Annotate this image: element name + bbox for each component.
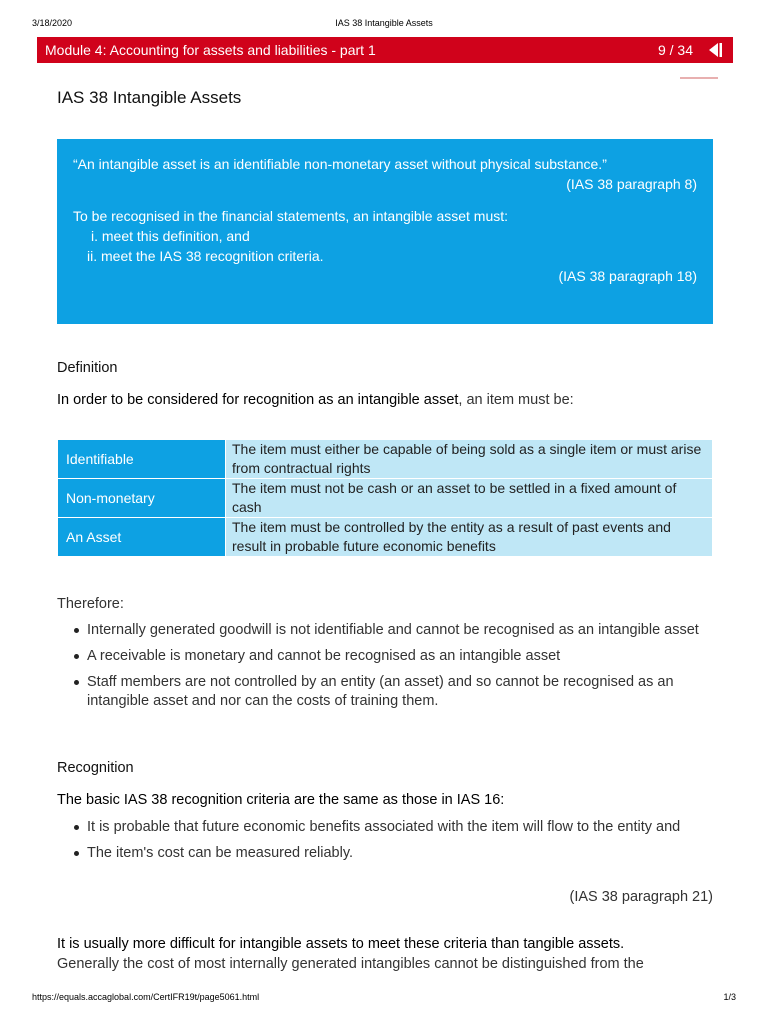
- list-item: [57, 844, 713, 863]
- criteria-desc: The item must be controlled by the entity as a result of past events and result in probable future economic benefits: [226, 518, 713, 557]
- closing-text: Generally the cost of most internally generated intangibles cannot be distinguished from the: [57, 956, 644, 972]
- bullet-icon: [74, 628, 79, 633]
- list-item-text: Internally generated goodwill is not identifiable and cannot be recognised as an intangible asset: [87, 622, 699, 638]
- callout-item-1: i. meet this definition, and: [91, 228, 250, 244]
- definition-lead-rest: , an item must be:: [458, 392, 574, 408]
- page-url: https://equals.accaglobal.com/CertIFR19t/page5061.html: [32, 992, 260, 1002]
- table-row: [58, 440, 713, 479]
- criteria-desc: The item must either be capable of being sold as a single item or must arise from contractual rights: [226, 440, 713, 479]
- list-item-text: Staff members are not controlled by an entity (an asset) and so cannot be recognised as an intangible asset and nor can the costs of training them.: [87, 674, 674, 709]
- triangle-left-icon: [707, 42, 723, 58]
- print-footer: [32, 992, 736, 1004]
- page-title: IAS 38 Intangible Assets: [57, 88, 242, 107]
- module-title: Module 4: Accounting for assets and liabilities - part 1: [45, 42, 376, 58]
- print-title: IAS 38 Intangible Assets: [335, 18, 433, 28]
- list-item-text: The item's cost can be measured reliably.: [87, 845, 354, 861]
- print-page-number: 1/3: [723, 992, 736, 1002]
- callout-quote: “An intangible asset is an identifiable non-monetary asset without physical substance.”: [73, 156, 607, 172]
- criteria-table: [57, 439, 713, 557]
- therefore-label: Therefore:: [57, 596, 124, 612]
- closing-bold: It is usually more difficult for intangible assets to meet these criteria than tangible assets.: [57, 936, 625, 952]
- list-item-text: It is probable that future economic benefits associated with the item will flow to the entity and: [87, 819, 681, 835]
- callout-intro: To be recognised in the financial statements, an intangible asset must:: [73, 208, 509, 224]
- module-bar: [37, 37, 733, 63]
- recognition-lead: The basic IAS 38 recognition criteria are the same as those in IAS 16:: [57, 792, 505, 808]
- criteria-term: An Asset: [58, 518, 226, 557]
- list-item: [57, 818, 713, 837]
- definition-lead-bold: In order to be considered for recognition as an intangible asset: [57, 392, 459, 408]
- bullet-icon: [74, 680, 79, 685]
- list-item: [57, 673, 713, 711]
- bullet-icon: [74, 654, 79, 659]
- definition-lead: [57, 392, 574, 408]
- list-item-text: A receivable is monetary and cannot be recognised as an intangible asset: [87, 648, 561, 664]
- definition-heading: Definition: [57, 360, 118, 376]
- list-item: [57, 647, 713, 666]
- recognition-ref: (IAS 38 paragraph 21): [569, 889, 713, 905]
- module-bar-underline: [680, 77, 718, 79]
- criteria-term: Non-monetary: [58, 479, 226, 518]
- callout-items-ref: (IAS 38 paragraph 18): [558, 268, 697, 284]
- therefore-list: [57, 621, 713, 718]
- print-date: 3/18/2020: [32, 18, 73, 28]
- callout-quote-ref: (IAS 38 paragraph 8): [566, 176, 697, 192]
- previous-page-button[interactable]: [707, 42, 723, 58]
- print-header: [32, 18, 736, 30]
- callout-item-2: ii. meet the IAS 38 recognition criteria.: [87, 248, 324, 264]
- page-counter: 9 / 34: [657, 42, 693, 58]
- bullet-icon: [74, 825, 79, 830]
- criteria-term: Identifiable: [58, 440, 226, 479]
- criteria-desc: The item must not be cash or an asset to be settled in a fixed amount of cash: [226, 479, 713, 518]
- recognition-heading: Recognition: [57, 760, 134, 776]
- recognition-list: [57, 818, 713, 870]
- table-row: [58, 518, 713, 557]
- bullet-icon: [74, 851, 79, 856]
- table-row: [58, 479, 713, 518]
- definition-callout: [57, 139, 713, 324]
- list-item: [57, 621, 713, 640]
